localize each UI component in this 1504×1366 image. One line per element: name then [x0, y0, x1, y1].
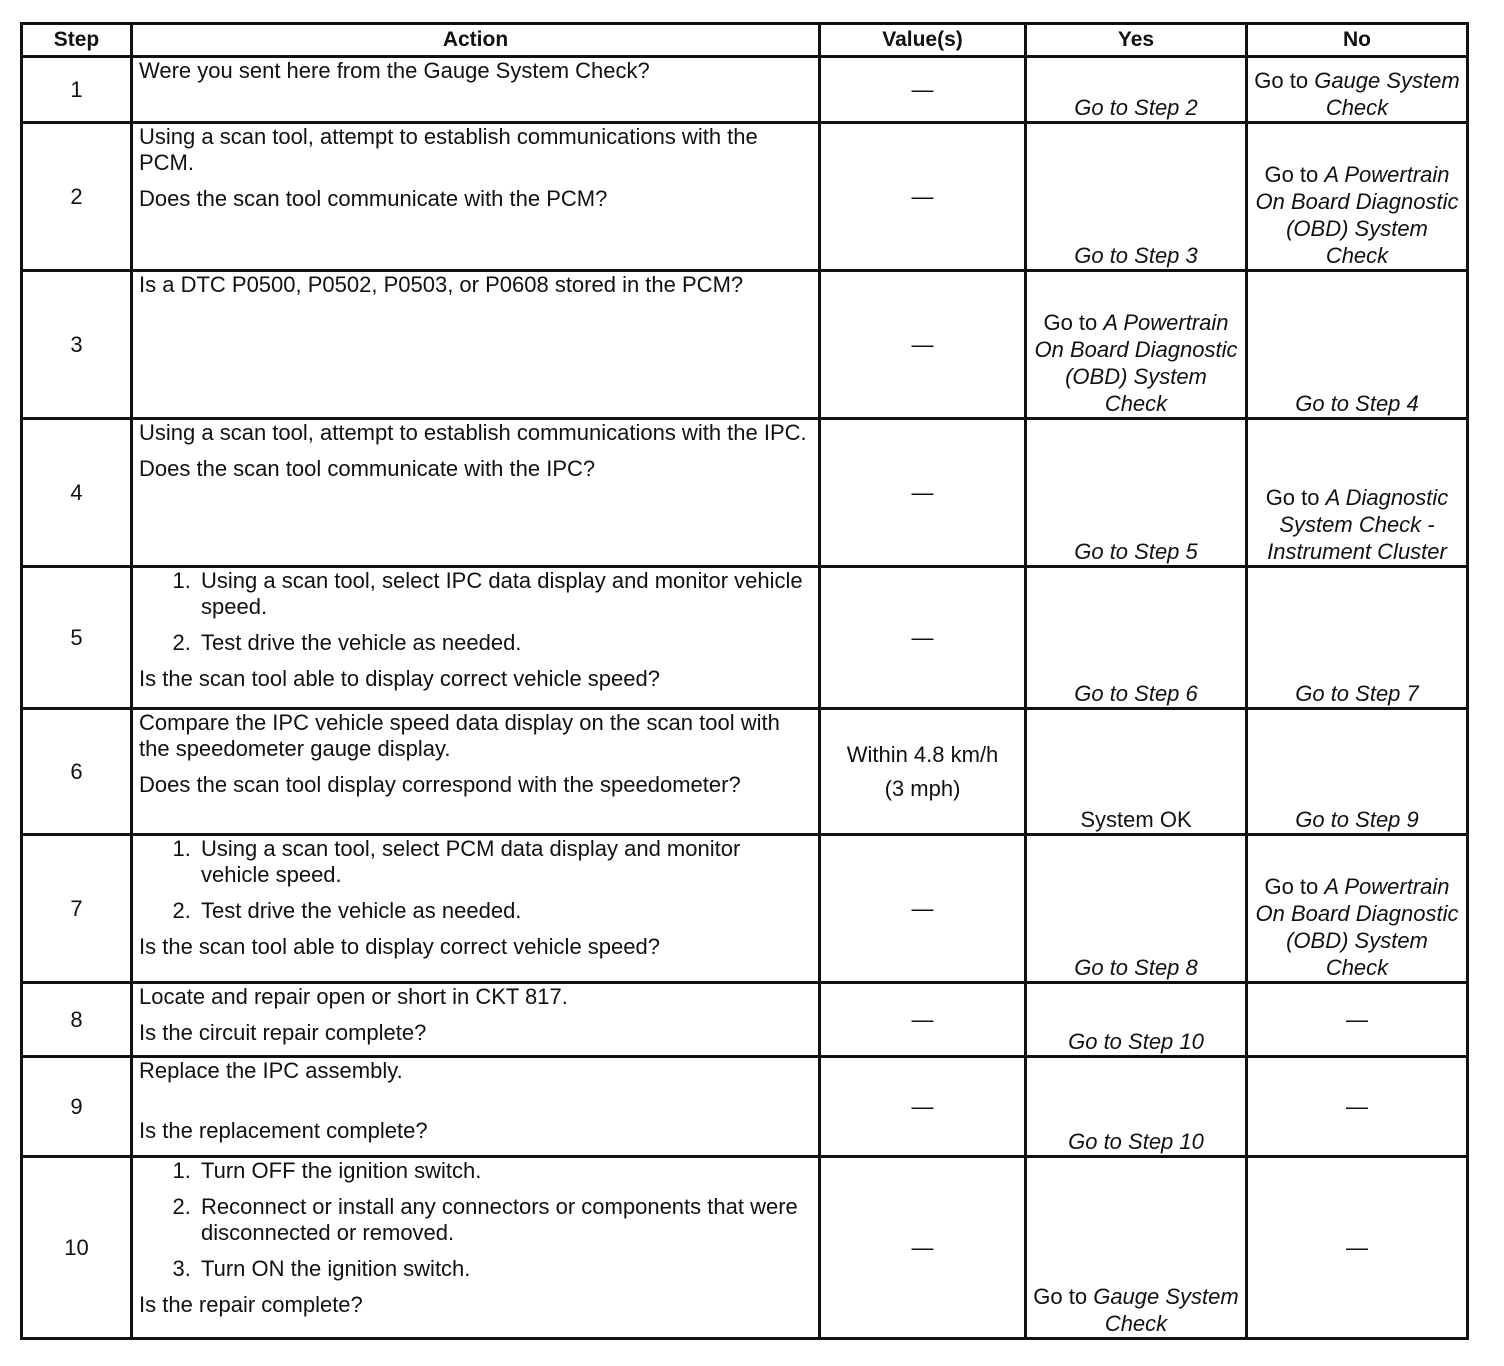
no-cell[interactable]: Go to Step 7 [1247, 567, 1468, 709]
no-link[interactable]: A Powertrain On Board Diagnostic (OBD) System Check [1255, 874, 1459, 980]
no-cell: — [1247, 1157, 1468, 1339]
no-cell[interactable] [1247, 419, 1468, 567]
table-row [22, 1057, 1468, 1157]
no-link[interactable]: A Powertrain On Board Diagnostic (OBD) System Check [1255, 162, 1459, 268]
value-cell: — [820, 835, 1026, 983]
step-number: 9 [22, 1057, 132, 1157]
yes-link[interactable]: Gauge System Check [1093, 1284, 1239, 1336]
list-item: 2. Test drive the vehicle as needed. [197, 630, 812, 656]
yes-cell[interactable] [1026, 1157, 1247, 1339]
value-cell: — [820, 567, 1026, 709]
value-cell: — [820, 1057, 1026, 1157]
table-row [22, 57, 1468, 123]
no-prefix: Go to [1264, 874, 1325, 899]
value-metric: Within 4.8 km/h [846, 741, 999, 767]
yes-prefix: Go to [1033, 1284, 1094, 1309]
action-question: Is the scan tool able to display correct vehicle speed? [139, 666, 660, 691]
yes-cell[interactable]: Go to Step 10 [1026, 1057, 1247, 1157]
action-question: Is the repair complete? [139, 1292, 363, 1317]
no-link[interactable]: A Diagnostic System Check - Instrument Cluster [1267, 485, 1449, 564]
list-item: 1. Using a scan tool, select PCM data display and monitor vehicle speed. [197, 836, 812, 888]
action-text: Compare the IPC vehicle speed data display on the scan tool with the speedometer gauge display. [139, 710, 780, 761]
action-cell [132, 835, 820, 983]
yes-cell[interactable]: Go to Step 3 [1026, 123, 1247, 271]
no-cell: — [1247, 983, 1468, 1057]
action-list [139, 1158, 812, 1282]
no-link[interactable]: Gauge System Check [1314, 68, 1460, 120]
value-cell [820, 709, 1026, 835]
value-cell: — [820, 123, 1026, 271]
value-cell: — [820, 1157, 1026, 1339]
step-number: 3 [22, 271, 132, 419]
value-cell: — [820, 983, 1026, 1057]
step-number: 7 [22, 835, 132, 983]
header-yes: Yes [1026, 24, 1247, 57]
table-row [22, 567, 1468, 709]
table-row [22, 419, 1468, 567]
action-question: Does the scan tool communicate with the IPC? [139, 456, 596, 481]
step-number: 6 [22, 709, 132, 835]
step-number: 4 [22, 419, 132, 567]
diagnostic-table [20, 22, 1469, 1340]
no-prefix: Go to [1264, 162, 1325, 187]
list-item: 1. Turn OFF the ignition switch. [197, 1158, 812, 1184]
action-text: Replace the IPC assembly. [139, 1058, 403, 1083]
action-cell [132, 1057, 820, 1157]
action-text: Were you sent here from the Gauge System Check? [139, 58, 650, 83]
step-number: 1 [22, 57, 132, 123]
no-prefix: Go to [1254, 68, 1315, 93]
no-cell[interactable] [1247, 835, 1468, 983]
yes-cell: System OK [1026, 709, 1247, 835]
action-text: Using a scan tool, attempt to establish communications with the PCM. [139, 124, 758, 175]
action-cell [132, 1157, 820, 1339]
step-number: 2 [22, 123, 132, 271]
step-number: 10 [22, 1157, 132, 1339]
action-list [139, 568, 812, 656]
action-question: Is the circuit repair complete? [139, 1020, 427, 1045]
action-cell [132, 419, 820, 567]
table-row [22, 835, 1468, 983]
value-imperial: (3 mph) [884, 775, 961, 801]
step-number: 5 [22, 567, 132, 709]
yes-cell[interactable]: Go to Step 8 [1026, 835, 1247, 983]
table-row [22, 123, 1468, 271]
action-cell [132, 57, 820, 123]
no-cell[interactable] [1247, 57, 1468, 123]
action-cell [132, 709, 820, 835]
action-question: Is the replacement complete? [139, 1118, 428, 1143]
action-cell [132, 271, 820, 419]
yes-link[interactable]: A Powertrain On Board Diagnostic (OBD) System Check [1034, 310, 1238, 416]
header-values: Value(s) [820, 24, 1026, 57]
action-question: Is the scan tool able to display correct vehicle speed? [139, 934, 660, 959]
header-row [22, 24, 1468, 57]
yes-cell[interactable]: Go to Step 10 [1026, 983, 1247, 1057]
action-list [139, 836, 812, 924]
action-question: Does the scan tool display correspond with the speedometer? [139, 772, 741, 797]
no-cell: — [1247, 1057, 1468, 1157]
list-item: 1. Using a scan tool, select IPC data display and monitor vehicle speed. [197, 568, 812, 620]
header-step: Step [22, 24, 132, 57]
table-row [22, 709, 1468, 835]
table-row [22, 983, 1468, 1057]
action-cell [132, 567, 820, 709]
list-item: 3. Turn ON the ignition switch. [197, 1256, 812, 1282]
table-row [22, 1157, 1468, 1339]
value-cell: — [820, 271, 1026, 419]
action-question: Does the scan tool communicate with the PCM? [139, 186, 608, 211]
yes-cell[interactable] [1026, 271, 1247, 419]
yes-prefix: Go to [1043, 310, 1104, 335]
no-prefix: Go to [1265, 485, 1326, 510]
table-row [22, 271, 1468, 419]
action-text: Locate and repair open or short in CKT 817. [139, 984, 568, 1009]
list-item: 2. Reconnect or install any connectors or components that were disconnected or removed. [197, 1194, 812, 1246]
yes-cell[interactable]: Go to Step 5 [1026, 419, 1247, 567]
action-text: Using a scan tool, attempt to establish communications with the IPC. [139, 420, 807, 445]
action-cell [132, 983, 820, 1057]
action-question: Is a DTC P0500, P0502, P0503, or P0608 stored in the PCM? [139, 272, 744, 297]
yes-cell[interactable]: Go to Step 2 [1026, 57, 1247, 123]
header-action: Action [132, 24, 820, 57]
list-item: 2. Test drive the vehicle as needed. [197, 898, 812, 924]
no-cell[interactable]: Go to Step 4 [1247, 271, 1468, 419]
step-number: 8 [22, 983, 132, 1057]
no-cell[interactable]: Go to Step 9 [1247, 709, 1468, 835]
yes-cell[interactable]: Go to Step 6 [1026, 567, 1247, 709]
value-cell: — [820, 57, 1026, 123]
value-cell: — [820, 419, 1026, 567]
header-no: No [1247, 24, 1468, 57]
action-cell [132, 123, 820, 271]
no-cell[interactable] [1247, 123, 1468, 271]
